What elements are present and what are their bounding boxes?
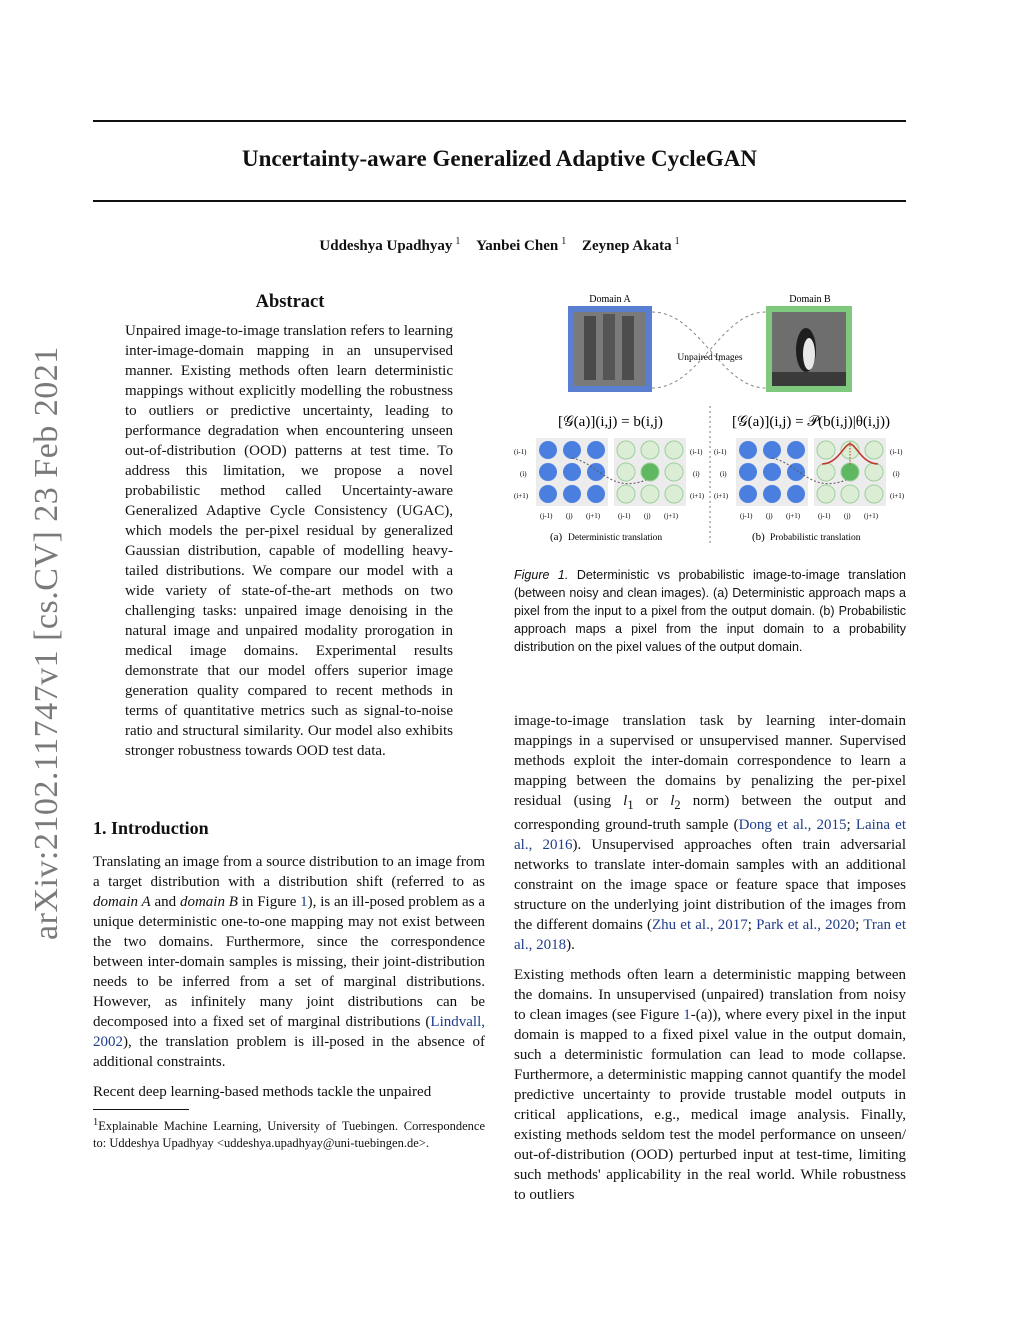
row-label: (i) (520, 470, 527, 478)
col-label: (j-1) (540, 512, 553, 520)
title-bottom-rule (93, 200, 906, 202)
row-label: (i-1) (714, 448, 727, 456)
pixel-dot (617, 485, 635, 503)
pixel-dot (739, 463, 757, 481)
equation-deterministic: [𝒢(a)](i,j) = b(i,j) (558, 414, 663, 430)
intro-paragraph-1: Translating an image from a source distribution to an image from a target distribution with a distribution shift (referred to as domain A and domain B in Figure 1), is an ill-posed problem as a unique deterministic one-to-one mapping may not exist between the two domains. Furthermore, since the correspondence between inter-domain samples is missing, their joint-distribution needs to be inferred from a set of marginal distributions. However, as infinitely many joint distributions can be decomposed into a fixed set of marginal distributions (Lindvall, 2002), the translation problem is ill-posed in the absence of additional constraints. (93, 854, 485, 1070)
panel-a (514, 438, 705, 543)
pixel-dot (739, 485, 757, 503)
pixel-dot (817, 441, 835, 459)
pixel-dot (787, 441, 805, 459)
section-heading-introduction: 1. Introduction (93, 818, 209, 838)
row-label: (i-1) (890, 448, 903, 456)
pixel-dot (665, 463, 683, 481)
pixel-dot (587, 485, 605, 503)
pixel-dot (665, 485, 683, 503)
figure-1-caption: Figure 1. Deterministic vs probabilistic image-to-image translation (between noisy and clean images). (a) Deterministic approach maps a pixel from the input to a pixel from the output domain. (b) Probabilistic approach maps a pixel from the input domain to a probability distribution on the pixel values of the output domain. (514, 568, 906, 654)
row-label: (i) (720, 470, 727, 478)
row-label: (i+1) (714, 492, 729, 500)
footnote-rule (93, 1109, 189, 1110)
pixel-dot (841, 485, 859, 503)
intro-right-paragraph-1: image-to-image translation task by learning inter-domain mappings in a supervised or unsupervised manner. Supervised methods exploit the inter-domain correspondence to learn a mapping between the domains by penalizing the per-pixel residual (using $l_1$ or $l_2$ norm) between the output and corresponding ground-truth sample (Dong et al., 2015; Laina et al., 2016). Unsupervised approaches often train adversarial networks to translate inter-domain samples with an additional constraint on the image space or feature space that imposes structure on the underlying joint distribution of the images from the different domains (Zhu et al., 2017; Park et al., 2020; Tran et al., 2018). (514, 713, 907, 953)
pixel-dot (763, 463, 781, 481)
citation-tran[interactable]: Tran et al., 2018 (514, 917, 906, 953)
pixel-dot (539, 463, 557, 481)
row-label: (i) (893, 470, 900, 478)
pixel-dot (539, 441, 557, 459)
abstract-heading: Abstract (255, 292, 325, 312)
pixel-dot (665, 441, 683, 459)
col-label: (j) (766, 512, 773, 520)
row-label: (i+1) (514, 492, 529, 500)
col-label: (j+1) (664, 512, 679, 520)
pixel-dot (763, 441, 781, 459)
subcaption-a: Deterministic translation (568, 533, 663, 543)
domain-b-ground (772, 372, 846, 386)
pixel-dot (539, 485, 557, 503)
pixel-dot (841, 463, 859, 481)
domain-a-pillar (622, 316, 634, 380)
row-label: (i-1) (514, 448, 527, 456)
paper-title: Uncertainty-aware Generalized Adaptive CycleGAN (241, 146, 758, 171)
row-label: (i) (693, 470, 700, 478)
pixel-dot (865, 485, 883, 503)
mapping-curve (652, 312, 766, 388)
pixel-dot (587, 441, 605, 459)
col-label: (j) (844, 512, 851, 520)
row-label: (i+1) (890, 492, 905, 500)
citation-park[interactable]: Park et al., 2020 (756, 917, 856, 933)
row-label: (i-1) (690, 448, 703, 456)
pixel-dot (641, 463, 659, 481)
pixel-dot (865, 441, 883, 459)
pixel-dot (817, 463, 835, 481)
arxiv-stamp: arXiv:2102.11747v1 [cs.CV] 23 Feb 2021 (28, 346, 65, 940)
citation-zhu[interactable]: Zhu et al., 2017 (651, 917, 748, 933)
citation-dong[interactable]: Dong et al., 2015 (738, 817, 847, 833)
pixel-dot (587, 463, 605, 481)
pixel-dot (641, 441, 659, 459)
intro-right-column (514, 711, 906, 1215)
col-label: (j+1) (786, 512, 801, 520)
penguin-belly (803, 338, 815, 370)
pixel-dot (563, 463, 581, 481)
domain-a-pillar (603, 314, 615, 380)
pixel-dot (763, 485, 781, 503)
pixel-dot (563, 485, 581, 503)
pixel-dot (787, 485, 805, 503)
col-label: (j-1) (618, 512, 631, 520)
pixel-dot (617, 441, 635, 459)
author-2: Yanbei Chen $^1$ (476, 236, 567, 254)
footnote: $^1$Explainable Machine Learning, University of Tuebingen. Correspondence to: Uddeshya Upadhyay <uddeshya.upadhyay@uni-tuebingen.de>. (93, 1117, 485, 1151)
intro-left-column (93, 852, 485, 1112)
subcaption-b: Probabilistic translation (770, 533, 861, 543)
citation-lindvall[interactable]: Lindvall, 2002 (93, 1014, 485, 1050)
subcaption-a-mark: (a) (550, 531, 563, 543)
top-rule (93, 120, 906, 122)
col-label: (j) (644, 512, 651, 520)
author-1: Uddeshya Upadhyay $^1$ (319, 236, 461, 254)
domain-a-label: Domain A (589, 294, 631, 305)
pixel-dot (787, 463, 805, 481)
mapping-curve (652, 312, 766, 388)
pixel-dot (739, 441, 757, 459)
domain-a-pillar (584, 316, 596, 380)
pixel-dot (617, 463, 635, 481)
row-label: (i+1) (690, 492, 705, 500)
col-label: (j-1) (740, 512, 753, 520)
citation-laina[interactable]: Laina et al., 2016 (514, 817, 906, 853)
subcaption-b-mark: (b) (752, 531, 765, 543)
intro-paragraph-2: Recent deep learning-based methods tackle the unpaired (93, 1084, 432, 1100)
unpaired-images-label: Unpaired Images (677, 353, 743, 363)
pixel-dot (817, 485, 835, 503)
col-label: (j+1) (864, 512, 879, 520)
col-label: (j-1) (818, 512, 831, 520)
intro-right-paragraph-2: Existing methods often learn a deterministic mapping between the domains. In unsupervised (unpaired) translation from noisy to clean images (see Figure 1-(a)), where every pixel in the input domain is mapped to a fixed pixel value in the output domain, such a deterministic formulation can lead to mode collapse. Furthermore, a deterministic mapping cannot quantify the model predictive uncertainty to provide trustable model outputs in critical applications, e.g., medical image analysis. Finally, existing methods seldom test the model performance on unseen/ out-of-distribution (OOD) perturbed input at test-time, limiting such methods' applicability in the real world. While robustness to outliers (514, 967, 907, 1203)
abstract-body: Unpaired image-to-image translation refers to learning inter-image-domain mapping in an unsupervised manner. Existing methods often learn deterministic mappings without explicitly modelling the robustness to outliers or predictive uncertainty, leading to performance degradation when encountering unseen out-of-distribution (OOD) patterns at test time. To address this limitation, we propose a novel probabilistic method called Uncertainty-aware Generalized Adaptive Cycle Consistency (UGAC), which models the per-pixel residual by generalized Gaussian distribution, capable of modelling heavy-tailed distributions. We compare our model with a wide variety of state-of-the-art methods on two challenging tasks: unpaired image denoising in the natural image and unpaired modality prorogation in medical image domains. Experimental results demonstrate that our model offers superior image generation quality compared to recent methods in terms of quantitative metrics such as signal-to-noise ratio and structural similarity. Our model also exhibits stronger robustness towards OOD test data. (125, 323, 453, 759)
pixel-dot (641, 485, 659, 503)
col-label: (j) (566, 512, 573, 520)
author-list (93, 236, 906, 255)
equation-probabilistic: [𝒢(a)](i,j) = 𝒫(b(i,j)|θ(i,j)) (732, 414, 890, 430)
col-label: (j+1) (586, 512, 601, 520)
panel-b (714, 438, 905, 543)
figure-ref-link[interactable]: 1 (683, 1007, 691, 1023)
pixel-dot (563, 441, 581, 459)
pixel-dot (865, 463, 883, 481)
figure-1 (500, 288, 920, 550)
domain-b-label: Domain B (789, 294, 831, 305)
author-3: Zeynep Akata $^1$ (581, 236, 680, 254)
figure-ref-link[interactable]: 1 (300, 894, 308, 910)
